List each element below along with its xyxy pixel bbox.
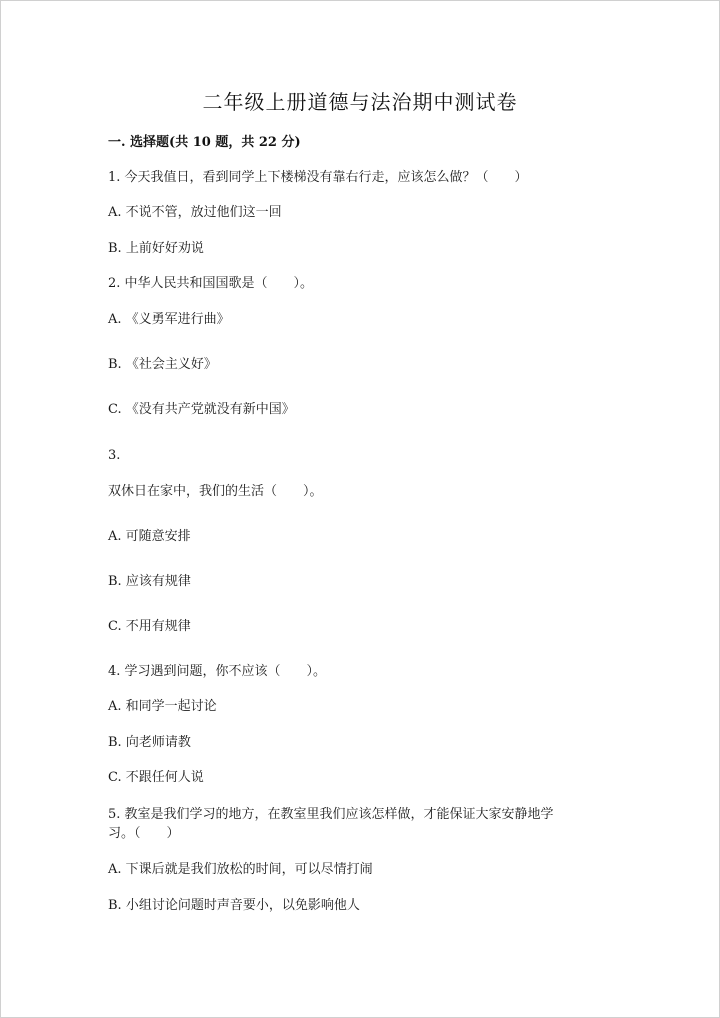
question-3-option-c: C. 不用有规律 — [108, 619, 191, 634]
question-4-option-a: A. 和同学一起讨论 — [108, 699, 217, 714]
question-5-stem-line-1: 5. 教室是我们学习的地方，在教室里我们应该怎样做，才能保证大家安静地学 — [108, 807, 554, 822]
question-3-number: 3. — [108, 448, 121, 463]
question-3-option-b: B. 应该有规律 — [108, 574, 191, 589]
question-3-option-a: A. 可随意安排 — [108, 529, 191, 544]
section-heading: 一. 选择题(共 10 题，共 22 分) — [108, 135, 301, 150]
question-1-stem: 1. 今天我值日，看到同学上下楼梯没有靠右行走，应该怎么做？（ ） — [108, 170, 528, 185]
question-5-option-b: B. 小组讨论问题时声音要小，以免影响他人 — [108, 898, 360, 913]
question-1-option-b: B. 上前好好劝说 — [108, 241, 204, 256]
question-1-option-a: A. 不说不管，放过他们这一回 — [108, 205, 282, 220]
question-2-option-a: A. 《义勇军进行曲》 — [108, 312, 230, 327]
question-2-option-c: C. 《没有共产党就没有新中国》 — [108, 402, 295, 417]
question-2-stem: 2. 中华人民共和国国歌是（ ）。 — [108, 276, 314, 291]
question-2-option-b: B. 《社会主义好》 — [108, 357, 217, 372]
question-4-stem: 4. 学习遇到问题，你不应该（ ）。 — [108, 664, 327, 679]
question-3-stem: 双休日在家中，我们的生活（ ）。 — [108, 484, 323, 499]
question-5-stem-line-2: 习。（ ） — [108, 826, 180, 841]
question-4-option-b: B. 向老师请教 — [108, 735, 191, 750]
question-4-option-c: C. 不跟任何人说 — [108, 770, 204, 785]
question-5-option-a: A. 下课后就是我们放松的时间，可以尽情打闹 — [108, 862, 373, 877]
page-title: 二年级上册道德与法治期中测试卷 — [202, 90, 518, 114]
